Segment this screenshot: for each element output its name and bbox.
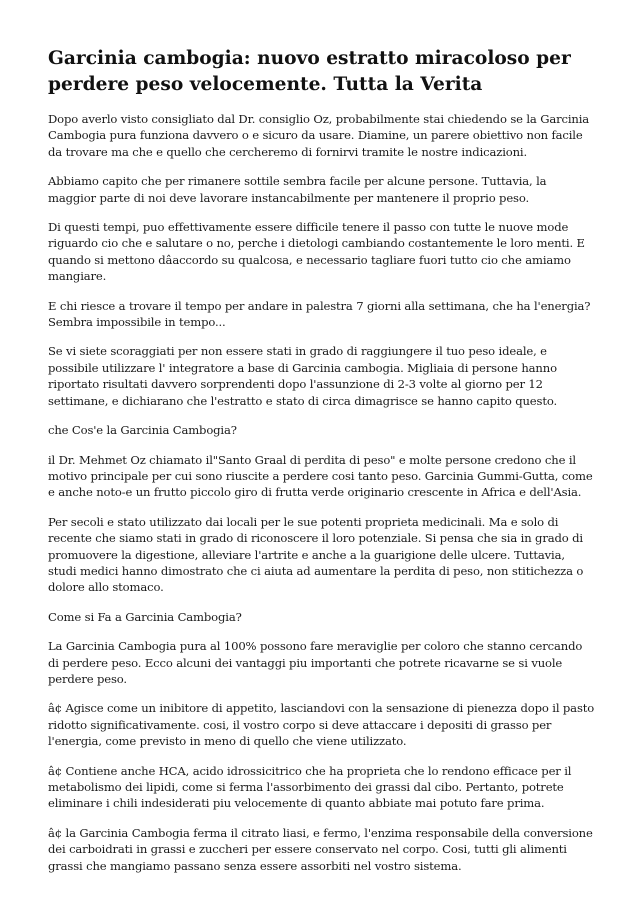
- paragraph-gym: E chi riesce a trovare il tempo per andare in palestra 7 giorni alla settimana, che ha l'energia? Sembra impossibile in tempo...: [48, 298, 591, 330]
- bullet-appetite: â¢ Agisce come un inibitore di appetito, lasciandovi con la sensazione di pienezza dopo il pasto ridotto significativamente. cosi, il vostro corpo si deve attaccare i depositi di grasso per l'energia, come previsto in meno di quello che viene utilizzato.: [48, 701, 595, 749]
- paragraph-benefits: La Garcinia Cambogia pura al 100% possono fare meraviglie per coloro che stanno cercando di perdere peso. Ecco alcuni dei vantaggi piu importanti che potrete ricavarne se si vuole perdere peso.: [48, 639, 583, 686]
- bullet-citrate-lyase: â¢ la Garcinia Cambogia ferma il citrato liasi, e fermo, l'enzima responsabile della conversione dei carboidrati in grassi e zuccheri per essere conservato nel corpo. Cosi, tutti gli alimenti grassi che mangiamo passano senza essere assorbiti nel vostro sistema.: [48, 825, 593, 873]
- paragraph-dr-oz: il Dr. Mehmet Oz chiamato il"Santo Graal di perdita di peso" e molte persone credono che il motivo principale per cui sono riuscite a perdere cosi tanto peso. Garcinia Gummi-Gutta, come e anche noto-e un frutto piccolo giro di frutta verde originario crescente in Africa e dell'Asia.: [48, 452, 593, 500]
- section-heading-what-is: che Cos'e la Garcinia Cambogia?: [48, 423, 237, 438]
- paragraph-thin: Abbiamo capito che per rimanere sottile sembra facile per alcune persone. Tuttavia, la maggior parte di noi deve lavorare instancabilmente per mantenere il proprio peso.: [48, 174, 547, 205]
- document-page: [48, 46, 596, 887]
- paragraph-history: Per secoli e stato utilizzato dai locali per le sue potenti proprieta medicinali. Ma e solo di recente che siamo stati in grado di riconoscere il loro potenziale. Si pensa che sia in grado di promuovere la digestione, alleviare l'artrite e anche a la guarigione delle ulcere. Tuttavia, studi medici hanno dimostrato che ci aiuta ad aumentare la perdita di peso, non stitichezza o dolore allo stomaco.: [48, 514, 584, 595]
- section-heading-how-to: Come si Fa a Garcinia Cambogia?: [48, 609, 242, 624]
- document-title: Garcinia cambogia: nuovo estratto miracoloso per perdere peso velocemente. Tutta la Verita: [48, 48, 571, 95]
- paragraph-discouraged: Se vi siete scoraggiati per non essere stati in grado di raggiungere il tuo peso ideale, e possibile utilizzare l' integratore a base di Garcinia cambogia. Migliaia di persone hanno riportato risultati davvero sorprendenti dopo l'assunzione di 2-3 volte al giorno per 12 settimane, e dichiarano che l'estratto e stato di circa dimagrisce se hanno capito questo.: [48, 344, 557, 408]
- paragraph-diet-fads: Di questi tempi, puo effettivamente essere difficile tenere il passo con tutte le nuove mode riguardo cio che e salutare o no, perche i dietologi cambiando costantemente le loro menti. E quando si mettono dâaccordo su qualcosa, e necessario tagliare fuori tutto cio che amiamo mangiare.: [48, 220, 585, 284]
- paragraph-intro: Dopo averlo visto consigliato dal Dr. consiglio Oz, probabilmente stai chiedendo se la Garcinia Cambogia pura funziona davvero o e sicuro da usare. Diamine, un parere obiettivo non facile da trovare ma che e quello che cercheremo di fornirvi tramite le nostre indicazioni.: [48, 112, 590, 159]
- bullet-hca: â¢ Contiene anche HCA, acido idrossicitrico che ha proprieta che lo rendono efficace per il metabolismo dei lipidi, come si ferma l'assorbimento dei grassi dal cibo. Pertanto, potrete eliminare i chili indesiderati piu velocemente di quanto abbiate mai potuto fare prima.: [48, 763, 572, 811]
